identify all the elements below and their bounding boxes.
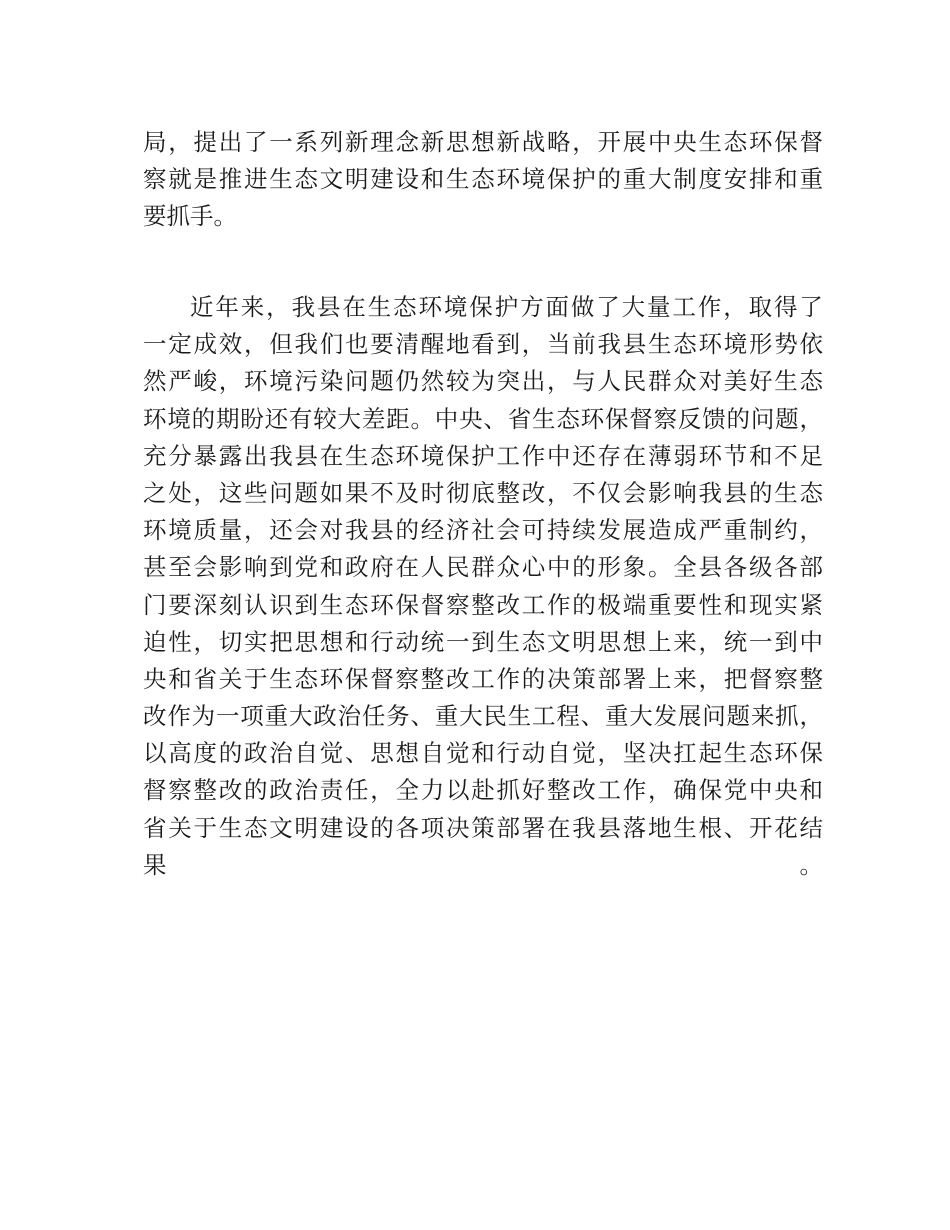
text-line: 要抓手。 — [143, 202, 237, 231]
text-line: 甚 至 会 影 响 到 党 和 政 府 在 人 民 群 众 心 中 的 形 象 。 全 县 各 级 各 部 — [143, 553, 823, 582]
text-line: 以 高 度 的 政 治 自 觉 、 思 想 自 觉 和 行 动 自 觉 ， 坚 决 扛 起 生 态 环 保 — [143, 739, 823, 768]
text-line: 改 作 为 一 项 重 大 政 治 任 务 、 重 大 民 生 工 程 、 重 大 发 展 问 题 来 抓 ， — [143, 702, 823, 731]
text-line: 近 年 来 ， 我 县 在 生 态 环 境 保 护 方 面 做 了 大 量 工 作 ， 取 得 了 — [190, 293, 823, 321]
text-line: 察 就 是 推 进 生 态 文 明 建 设 和 生 态 环 境 保 护 的 重 大 制 度 安 排 和 重 — [143, 165, 823, 194]
text-line: 局 ， 提 出 了 一 系 列 新 理 念 新 思 想 新 战 略 ， 开 展 中 央 生 态 环 保 督 — [143, 128, 823, 156]
text-line: 一 定 成 效 ， 但 我 们 也 要 清 醒 地 看 到 ， 当 前 我 县 生 态 环 境 形 势 依 — [143, 330, 823, 359]
text-line: 门 要 深 刻 认 识 到 生 态 环 保 督 察 整 改 工 作 的 极 端 重 要 性 和 现 实 紧 — [143, 590, 823, 619]
text-line: 环 境 的 期 盼 还 有 较 大 差 距 。 中 央 、 省 生 态 环 保 督 察 反 馈 的 问 题 ， — [143, 404, 823, 433]
text-line — [143, 884, 823, 921]
text-line: 然 严 峻 ， 环 境 污 染 问 题 仍 然 较 为 突 出 ， 与 人 民 群 众 对 美 好 生 态 — [143, 367, 823, 396]
paragraph-1 — [143, 124, 823, 236]
paragraph-2 — [143, 289, 823, 921]
text-line: 央 和 省 关 于 生 态 环 保 督 察 整 改 工 作 的 决 策 部 署 上 来 ， 把 督 察 整 — [143, 664, 823, 693]
text-line: 果 。 — [143, 850, 823, 879]
text-line: 环 境 质 量 ， 还 会 对 我 县 的 经 济 社 会 可 持 续 发 展 造 成 严 重 制 约 ， — [143, 516, 823, 545]
text-line: 迫 性 ， 切 实 把 思 想 和 行 动 统 一 到 生 态 文 明 思 想 上 来 ， 统 一 到 中 — [143, 627, 823, 656]
text-line: 省 关 于 生 态 文 明 建 设 的 各 项 决 策 部 署 在 我 县 落 地 生 根 、 开 花 结 — [143, 813, 823, 842]
text-line: 充 分 暴 露 出 我 县 在 生 态 环 境 保 护 工 作 中 还 存 在 薄 弱 环 节 和 不 足 — [143, 441, 823, 470]
text-line: 之 处 ， 这 些 问 题 如 果 不 及 时 彻 底 整 改 ， 不 仅 会 影 响 我 县 的 生 态 — [143, 478, 823, 507]
text-line: 督 察 整 改 的 政 治 责 任 ， 全 力 以 赴 抓 好 整 改 工 作 ， 确 保 党 中 央 和 — [143, 776, 823, 805]
